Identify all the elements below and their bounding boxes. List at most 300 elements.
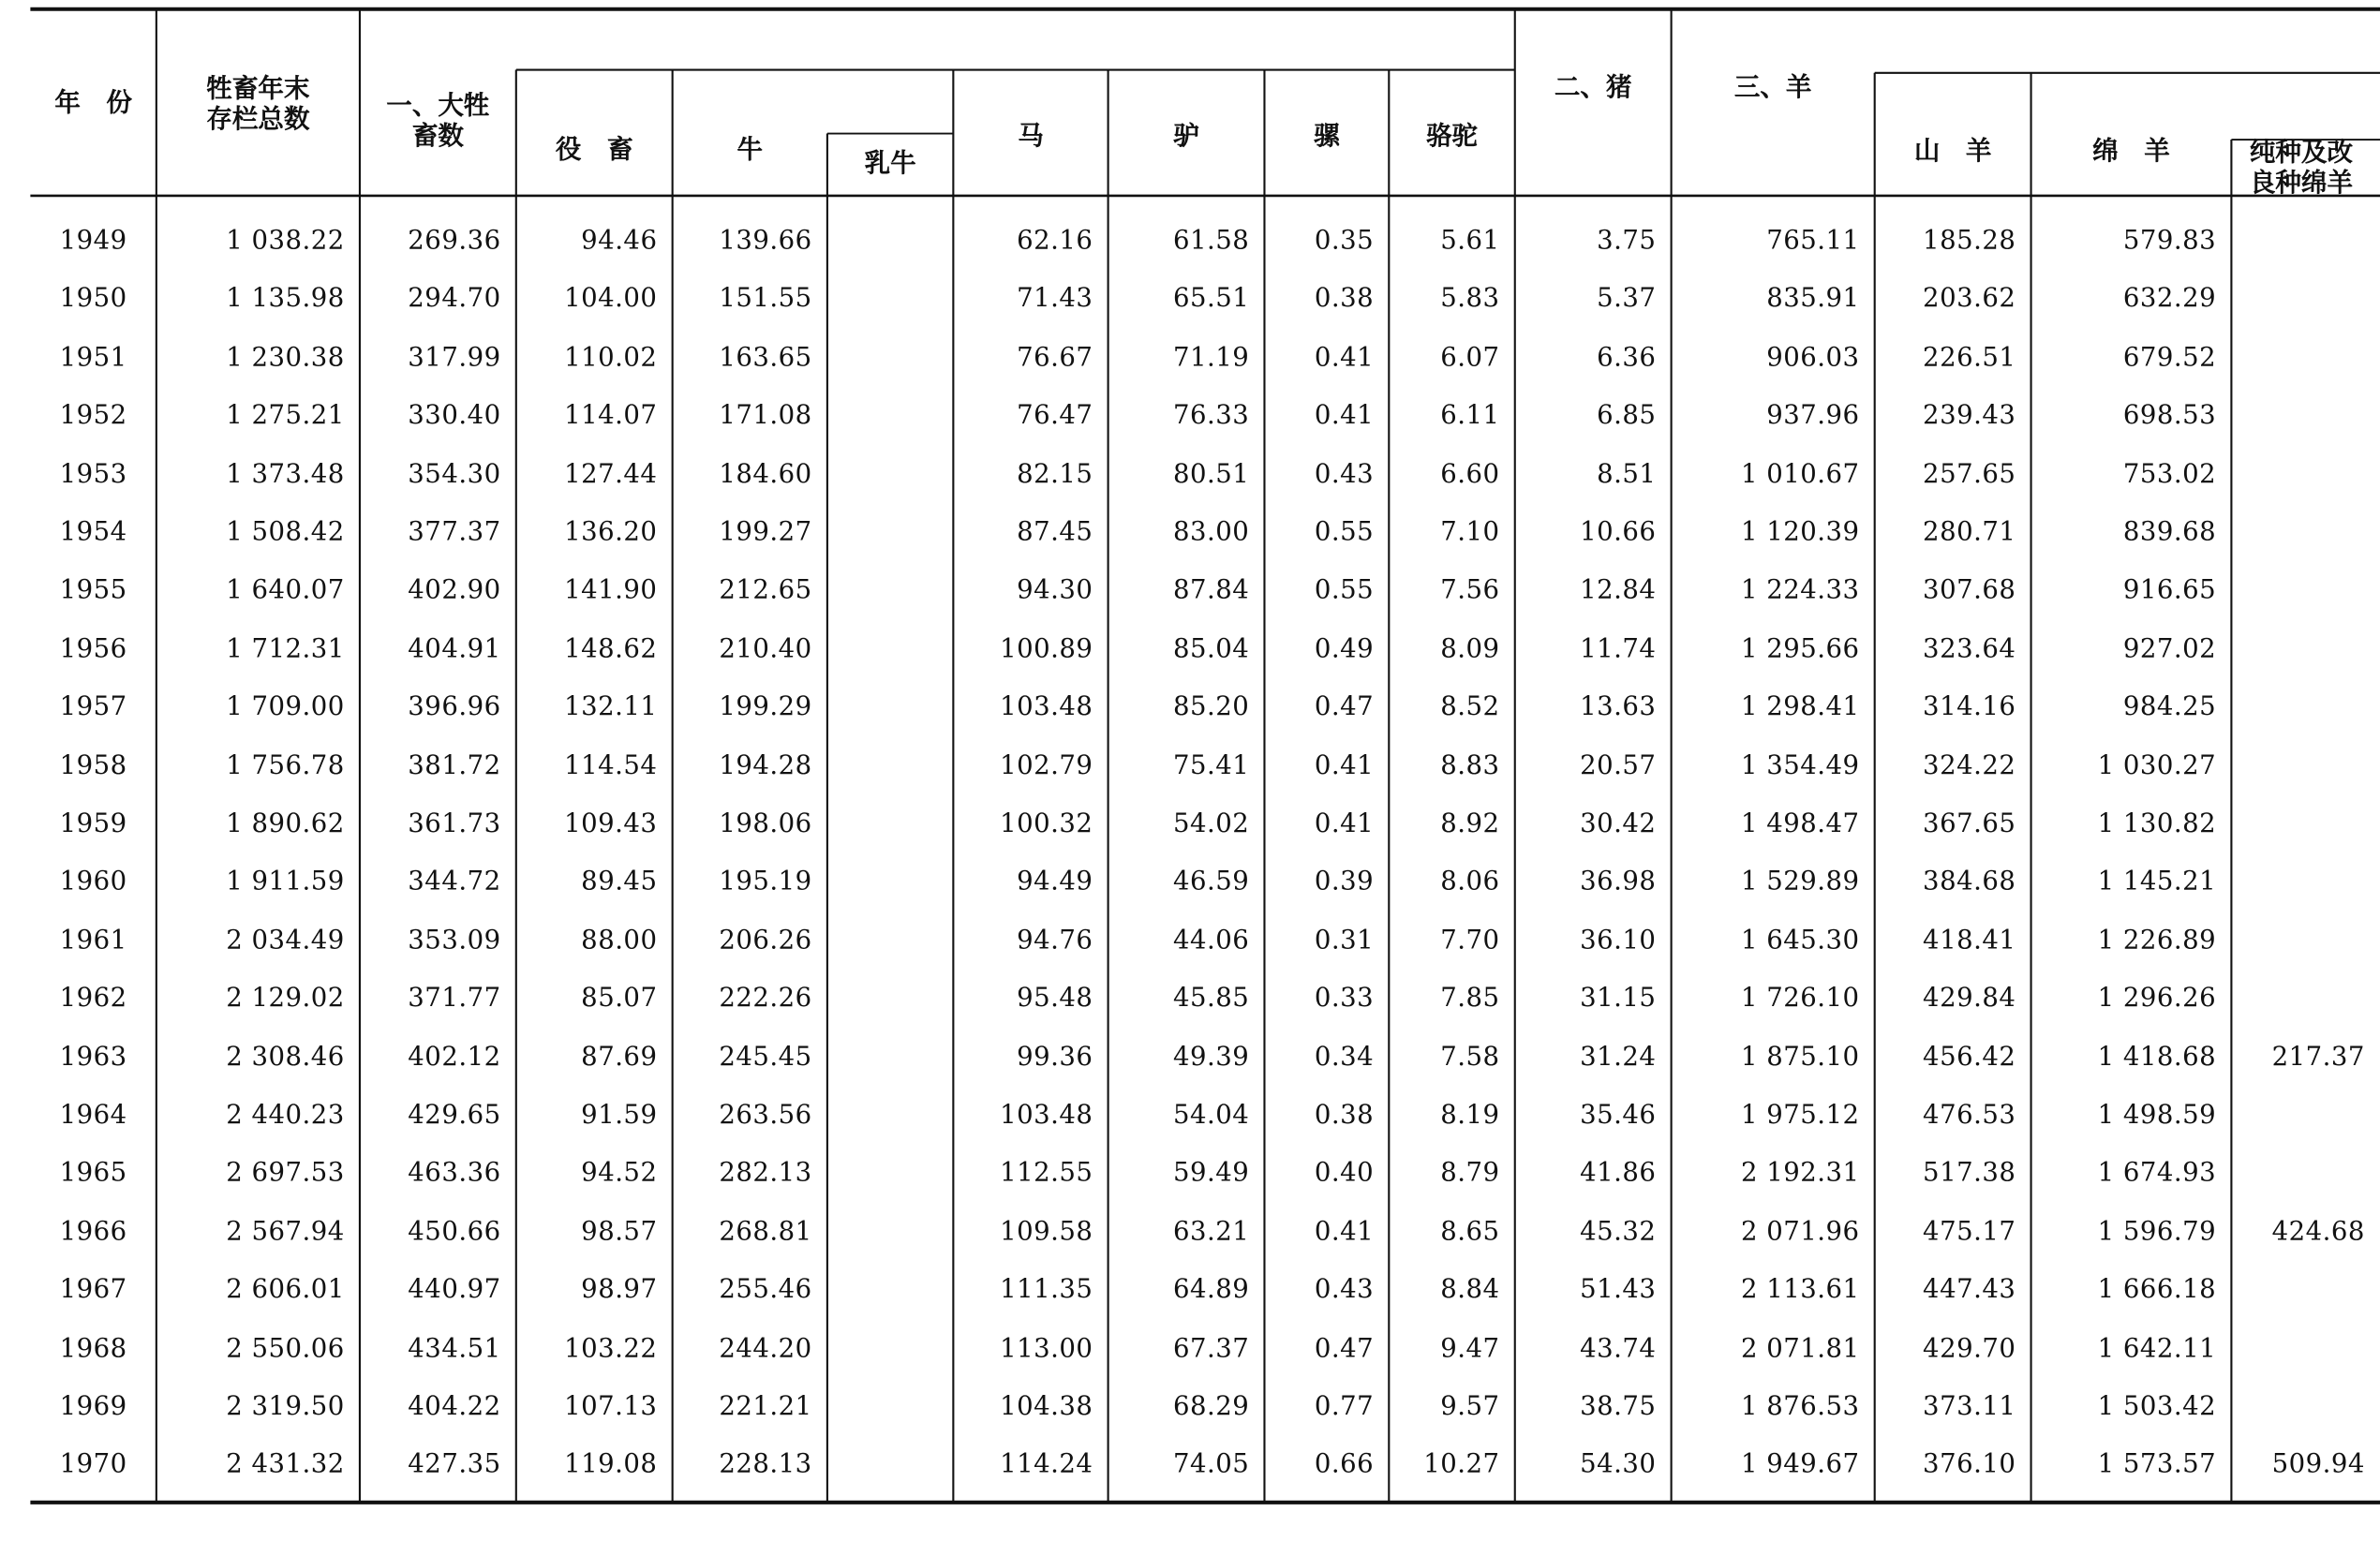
cell-goats: 307.68 <box>1923 575 2016 607</box>
cell-total-livestock: 2 431.32 <box>226 1449 345 1481</box>
cell-camels: 7.10 <box>1440 517 1500 548</box>
cell-donkeys: 44.06 <box>1172 925 1250 956</box>
cell-total-livestock: 1 135.98 <box>226 284 345 315</box>
cell-cattle: 171.08 <box>719 400 812 432</box>
cell-sheep-total: 1 010.67 <box>1740 459 1860 490</box>
cell-goats: 323.64 <box>1923 633 2016 665</box>
cell-sheep: 1 573.57 <box>2097 1449 2217 1481</box>
cell-goats: 447.43 <box>1923 1275 2016 1306</box>
cell-sheep: 984.25 <box>2122 692 2217 723</box>
cell-large-livestock: 434.51 <box>408 1333 501 1364</box>
cell-draft-animals: 109.43 <box>564 808 658 839</box>
cell-camels: 7.56 <box>1440 575 1500 607</box>
cell-cattle: 221.21 <box>719 1391 812 1422</box>
cell-horses: 94.49 <box>1017 867 1093 898</box>
cell-pigs: 35.46 <box>1580 1100 1657 1131</box>
cell-donkeys: 59.49 <box>1172 1158 1250 1190</box>
cell-year: 1950 <box>59 284 127 315</box>
header-cattle: 牛 <box>736 135 764 166</box>
cell-sheep-total: 765.11 <box>1766 226 1860 257</box>
header-year: 年 份 <box>54 87 132 119</box>
cell-large-livestock: 269.36 <box>408 226 501 257</box>
header-horse: 马 <box>1018 121 1044 152</box>
cell-cattle: 206.26 <box>719 925 812 956</box>
cell-large-livestock: 354.30 <box>408 459 501 490</box>
cell-large-livestock: 330.40 <box>408 400 501 432</box>
cell-goats: 517.38 <box>1923 1158 2016 1190</box>
cell-camels: 9.57 <box>1440 1391 1500 1422</box>
cell-large-livestock: 404.22 <box>408 1391 501 1422</box>
cell-total-livestock: 2 034.49 <box>226 925 345 956</box>
cell-sheep: 1 503.42 <box>2097 1391 2217 1422</box>
cell-large-livestock: 294.70 <box>408 284 501 315</box>
cell-pigs: 6.85 <box>1597 400 1657 432</box>
cell-year: 1964 <box>59 1100 127 1131</box>
cell-goats: 376.10 <box>1923 1449 2016 1481</box>
cell-camels: 7.70 <box>1440 925 1500 956</box>
cell-horses: 95.48 <box>1017 984 1093 1015</box>
cell-sheep-total: 906.03 <box>1766 342 1860 374</box>
header-donkey: 驴 <box>1173 121 1199 152</box>
header-dairy-cattle: 乳牛 <box>864 148 916 180</box>
cell-improved-sheep: 509.94 <box>2271 1449 2365 1481</box>
cell-total-livestock: 2 606.01 <box>226 1275 345 1306</box>
cell-goats: 429.84 <box>1923 984 2016 1015</box>
cell-camels: 8.19 <box>1440 1100 1500 1131</box>
cell-total-livestock: 2 319.50 <box>226 1391 345 1422</box>
cell-cattle: 268.81 <box>719 1216 812 1248</box>
cell-camels: 10.27 <box>1423 1449 1500 1481</box>
cell-horses: 109.58 <box>1000 1216 1093 1248</box>
cell-draft-animals: 136.20 <box>564 517 658 548</box>
cell-total-livestock: 1 275.21 <box>226 400 345 432</box>
cell-mules: 0.47 <box>1314 1333 1375 1364</box>
cell-pigs: 20.57 <box>1580 750 1657 781</box>
cell-sheep-total: 1 876.53 <box>1740 1391 1860 1422</box>
cell-goats: 373.11 <box>1923 1391 2016 1422</box>
cell-large-livestock: 450.66 <box>408 1216 501 1248</box>
cell-cattle: 194.28 <box>719 750 812 781</box>
cell-sheep-total: 1 645.30 <box>1740 925 1860 956</box>
cell-sheep-total: 2 071.96 <box>1740 1216 1860 1248</box>
cell-cattle: 139.66 <box>719 226 812 257</box>
cell-cattle: 198.06 <box>719 808 812 839</box>
cell-total-livestock: 1 373.48 <box>226 459 345 490</box>
cell-cattle: 195.19 <box>719 867 812 898</box>
cell-pigs: 5.37 <box>1597 284 1657 315</box>
cell-horses: 103.48 <box>1000 1100 1093 1131</box>
header-sheep-total: 三、羊 <box>1733 72 1812 104</box>
cell-camels: 8.83 <box>1440 750 1500 781</box>
cell-sheep-total: 1 529.89 <box>1740 867 1860 898</box>
cell-year: 1965 <box>59 1158 127 1190</box>
cell-camels: 5.83 <box>1440 284 1500 315</box>
cell-total-livestock: 1 038.22 <box>226 226 345 257</box>
header-draft-animals: 役 畜 <box>555 135 633 166</box>
cell-pigs: 43.74 <box>1580 1333 1657 1364</box>
cell-goats: 324.22 <box>1923 750 2016 781</box>
cell-pigs: 8.51 <box>1597 459 1657 490</box>
header-camel: 骆驼 <box>1425 121 1479 152</box>
cell-sheep: 1 418.68 <box>2097 1042 2217 1073</box>
cell-camels: 8.84 <box>1440 1275 1500 1306</box>
cell-sheep: 1 130.82 <box>2097 808 2217 839</box>
cell-draft-animals: 98.57 <box>581 1216 658 1248</box>
cell-large-livestock: 344.72 <box>408 867 501 898</box>
cell-large-livestock: 402.90 <box>408 575 501 607</box>
cell-cattle: 263.56 <box>719 1100 812 1131</box>
cell-mules: 0.31 <box>1314 925 1375 956</box>
cell-camels: 8.92 <box>1440 808 1500 839</box>
cell-draft-animals: 94.46 <box>581 226 658 257</box>
cell-draft-animals: 114.54 <box>564 750 658 781</box>
cell-year: 1951 <box>59 342 127 374</box>
cell-goats: 203.62 <box>1923 284 2016 315</box>
cell-donkeys: 75.41 <box>1172 750 1250 781</box>
cell-horses: 100.32 <box>1000 808 1093 839</box>
cell-donkeys: 87.84 <box>1172 575 1250 607</box>
cell-pigs: 11.74 <box>1580 633 1657 665</box>
cell-mules: 0.34 <box>1314 1042 1375 1073</box>
cell-pigs: 31.15 <box>1580 984 1657 1015</box>
cell-donkeys: 85.04 <box>1172 633 1250 665</box>
cell-draft-animals: 148.62 <box>564 633 658 665</box>
cell-year: 1949 <box>59 226 127 257</box>
cell-year: 1953 <box>59 459 127 490</box>
cell-total-livestock: 2 129.02 <box>226 984 345 1015</box>
cell-horses: 76.47 <box>1017 400 1093 432</box>
cell-horses: 87.45 <box>1017 517 1093 548</box>
cell-mules: 0.38 <box>1314 284 1375 315</box>
cell-sheep-total: 1 224.33 <box>1740 575 1860 607</box>
cell-draft-animals: 98.97 <box>581 1275 658 1306</box>
cell-draft-animals: 91.59 <box>581 1100 658 1131</box>
cell-improved-sheep: 217.37 <box>2271 1042 2365 1073</box>
cell-sheep: 1 642.11 <box>2097 1333 2217 1364</box>
cell-year: 1956 <box>59 633 127 665</box>
cell-mules: 0.41 <box>1314 1216 1375 1248</box>
cell-pigs: 36.98 <box>1580 867 1657 898</box>
cell-sheep-total: 1 975.12 <box>1740 1100 1860 1131</box>
cell-pigs: 54.30 <box>1580 1449 1657 1481</box>
cell-camels: 8.79 <box>1440 1158 1500 1190</box>
cell-sheep: 1 226.89 <box>2097 925 2217 956</box>
cell-cattle: 163.65 <box>719 342 812 374</box>
cell-sheep: 1 296.26 <box>2097 984 2217 1015</box>
cell-horses: 111.35 <box>1000 1275 1093 1306</box>
cell-mules: 0.41 <box>1314 342 1375 374</box>
cell-draft-animals: 87.69 <box>581 1042 658 1073</box>
cell-year: 1955 <box>59 575 127 607</box>
cell-sheep-total: 1 949.67 <box>1740 1449 1860 1481</box>
cell-cattle: 228.13 <box>719 1449 812 1481</box>
cell-sheep-total: 835.91 <box>1766 284 1860 315</box>
cell-total-livestock: 1 640.07 <box>226 575 345 607</box>
cell-year: 1961 <box>59 925 127 956</box>
cell-total-livestock: 1 756.78 <box>226 750 345 781</box>
header-sheep: 绵 羊 <box>2092 136 2170 168</box>
cell-total-livestock: 1 712.31 <box>226 633 345 665</box>
cell-goats: 185.28 <box>1923 226 2016 257</box>
cell-large-livestock: 404.91 <box>408 633 501 665</box>
cell-sheep: 927.02 <box>2122 633 2217 665</box>
cell-sheep: 632.29 <box>2122 284 2217 315</box>
cell-large-livestock: 440.97 <box>408 1275 501 1306</box>
cell-camels: 6.11 <box>1440 400 1500 432</box>
cell-total-livestock: 2 567.94 <box>226 1216 345 1248</box>
header-pigs: 二、猪 <box>1554 72 1632 104</box>
cell-camels: 6.60 <box>1440 459 1500 490</box>
cell-large-livestock: 402.12 <box>408 1042 501 1073</box>
cell-mules: 0.43 <box>1314 459 1375 490</box>
cell-horses: 62.16 <box>1017 226 1093 257</box>
cell-donkeys: 65.51 <box>1172 284 1250 315</box>
cell-large-livestock: 396.96 <box>408 692 501 723</box>
cell-draft-animals: 85.07 <box>581 984 658 1015</box>
cell-mules: 0.77 <box>1314 1391 1375 1422</box>
cell-sheep: 679.52 <box>2122 342 2217 374</box>
cell-draft-animals: 107.13 <box>564 1391 658 1422</box>
cell-sheep: 1 596.79 <box>2097 1216 2217 1248</box>
cell-large-livestock: 371.77 <box>408 984 501 1015</box>
cell-camels: 8.09 <box>1440 633 1500 665</box>
cell-donkeys: 67.37 <box>1172 1333 1250 1364</box>
cell-cattle: 222.26 <box>719 984 812 1015</box>
cell-mules: 0.39 <box>1314 867 1375 898</box>
cell-donkeys: 61.58 <box>1172 226 1250 257</box>
cell-horses: 103.48 <box>1000 692 1093 723</box>
cell-year: 1968 <box>59 1333 127 1364</box>
cell-cattle: 184.60 <box>719 459 812 490</box>
cell-camels: 7.58 <box>1440 1042 1500 1073</box>
cell-horses: 100.89 <box>1000 633 1093 665</box>
cell-total-livestock: 1 890.62 <box>226 808 345 839</box>
cell-donkeys: 63.21 <box>1172 1216 1250 1248</box>
cell-donkeys: 45.85 <box>1172 984 1250 1015</box>
cell-mules: 0.55 <box>1314 575 1375 607</box>
cell-pigs: 38.75 <box>1580 1391 1657 1422</box>
cell-sheep-total: 1 498.47 <box>1740 808 1860 839</box>
cell-sheep-total: 2 192.31 <box>1740 1158 1860 1190</box>
cell-draft-animals: 114.07 <box>564 400 658 432</box>
cell-year: 1959 <box>59 808 127 839</box>
cell-draft-animals: 127.44 <box>564 459 658 490</box>
cell-goats: 226.51 <box>1923 342 2016 374</box>
cell-mules: 0.43 <box>1314 1275 1375 1306</box>
cell-year: 1969 <box>59 1391 127 1422</box>
cell-cattle: 199.29 <box>719 692 812 723</box>
cell-draft-animals: 110.02 <box>564 342 658 374</box>
cell-donkeys: 49.39 <box>1172 1042 1250 1073</box>
header-improved-sheep: 纯种及改 良种绵羊 <box>2249 138 2353 200</box>
cell-total-livestock: 2 440.23 <box>226 1100 345 1131</box>
cell-pigs: 51.43 <box>1580 1275 1657 1306</box>
cell-total-livestock: 2 308.46 <box>226 1042 345 1073</box>
cell-sheep: 698.53 <box>2122 400 2217 432</box>
cell-total-livestock: 1 911.59 <box>226 867 345 898</box>
cell-mules: 0.35 <box>1314 226 1375 257</box>
cell-pigs: 6.36 <box>1597 342 1657 374</box>
cell-goats: 384.68 <box>1923 867 2016 898</box>
cell-donkeys: 71.19 <box>1172 342 1250 374</box>
cell-draft-animals: 119.08 <box>564 1449 658 1481</box>
cell-mules: 0.49 <box>1314 633 1375 665</box>
cell-donkeys: 54.04 <box>1172 1100 1250 1131</box>
cell-goats: 280.71 <box>1923 517 2016 548</box>
cell-large-livestock: 361.73 <box>408 808 501 839</box>
cell-year: 1960 <box>59 867 127 898</box>
cell-sheep-total: 1 120.39 <box>1740 517 1860 548</box>
cell-mules: 0.47 <box>1314 692 1375 723</box>
cell-total-livestock: 1 230.38 <box>226 342 345 374</box>
cell-horses: 113.00 <box>1000 1333 1093 1364</box>
cell-horses: 94.30 <box>1017 575 1093 607</box>
cell-donkeys: 74.05 <box>1172 1449 1250 1481</box>
cell-goats: 239.43 <box>1923 400 2016 432</box>
cell-sheep-total: 2 071.81 <box>1740 1333 1860 1364</box>
cell-year: 1970 <box>59 1449 127 1481</box>
cell-cattle: 244.20 <box>719 1333 812 1364</box>
cell-large-livestock: 377.37 <box>408 517 501 548</box>
cell-donkeys: 76.33 <box>1172 400 1250 432</box>
cell-pigs: 36.10 <box>1580 925 1657 956</box>
cell-sheep-total: 1 875.10 <box>1740 1042 1860 1073</box>
cell-camels: 9.47 <box>1440 1333 1500 1364</box>
cell-donkeys: 64.89 <box>1172 1275 1250 1306</box>
cell-horses: 94.76 <box>1017 925 1093 956</box>
cell-horses: 76.67 <box>1017 342 1093 374</box>
cell-horses: 104.38 <box>1000 1391 1093 1422</box>
cell-large-livestock: 317.99 <box>408 342 501 374</box>
cell-pigs: 10.66 <box>1580 517 1657 548</box>
cell-goats: 418.41 <box>1923 925 2016 956</box>
cell-sheep-total: 937.96 <box>1766 400 1860 432</box>
cell-total-livestock: 2 550.06 <box>226 1333 345 1364</box>
cell-horses: 114.24 <box>1000 1449 1093 1481</box>
cell-goats: 257.65 <box>1923 459 2016 490</box>
cell-year: 1954 <box>59 517 127 548</box>
cell-draft-animals: 94.52 <box>581 1158 658 1190</box>
cell-improved-sheep: 424.68 <box>2271 1216 2365 1248</box>
cell-total-livestock: 1 709.00 <box>226 692 345 723</box>
header-mule: 骡 <box>1314 121 1340 152</box>
cell-sheep-total: 1 354.49 <box>1740 750 1860 781</box>
cell-year: 1957 <box>59 692 127 723</box>
cell-year: 1962 <box>59 984 127 1015</box>
cell-donkeys: 80.51 <box>1172 459 1250 490</box>
cell-cattle: 255.46 <box>719 1275 812 1306</box>
cell-large-livestock: 429.65 <box>408 1100 501 1131</box>
cell-pigs: 30.42 <box>1580 808 1657 839</box>
cell-donkeys: 68.29 <box>1172 1391 1250 1422</box>
cell-sheep: 1 674.93 <box>2097 1158 2217 1190</box>
cell-pigs: 31.24 <box>1580 1042 1657 1073</box>
cell-sheep: 579.83 <box>2122 226 2217 257</box>
cell-camels: 6.07 <box>1440 342 1500 374</box>
cell-year: 1967 <box>59 1275 127 1306</box>
cell-camels: 8.52 <box>1440 692 1500 723</box>
cell-mules: 0.41 <box>1314 808 1375 839</box>
cell-horses: 112.55 <box>1000 1158 1093 1190</box>
cell-sheep-total: 2 113.61 <box>1740 1275 1860 1306</box>
cell-donkeys: 85.20 <box>1172 692 1250 723</box>
cell-cattle: 199.27 <box>719 517 812 548</box>
cell-large-livestock: 353.09 <box>408 925 501 956</box>
cell-year: 1952 <box>59 400 127 432</box>
cell-sheep-total: 1 295.66 <box>1740 633 1860 665</box>
cell-cattle: 282.13 <box>719 1158 812 1190</box>
cell-large-livestock: 381.72 <box>408 750 501 781</box>
cell-pigs: 45.32 <box>1580 1216 1657 1248</box>
cell-camels: 8.65 <box>1440 1216 1500 1248</box>
cell-donkeys: 83.00 <box>1172 517 1250 548</box>
cell-year: 1963 <box>59 1042 127 1073</box>
cell-camels: 8.06 <box>1440 867 1500 898</box>
cell-draft-animals: 103.22 <box>564 1333 658 1364</box>
cell-draft-animals: 88.00 <box>581 925 658 956</box>
cell-mules: 0.41 <box>1314 750 1375 781</box>
cell-draft-animals: 141.90 <box>564 575 658 607</box>
cell-large-livestock: 463.36 <box>408 1158 501 1190</box>
cell-sheep-total: 1 298.41 <box>1740 692 1860 723</box>
cell-total-livestock: 1 508.42 <box>226 517 345 548</box>
cell-sheep: 753.02 <box>2122 459 2217 490</box>
cell-pigs: 12.84 <box>1580 575 1657 607</box>
cell-sheep: 1 030.27 <box>2097 750 2217 781</box>
cell-draft-animals: 89.45 <box>581 867 658 898</box>
cell-cattle: 151.55 <box>719 284 812 315</box>
cell-pigs: 13.63 <box>1580 692 1657 723</box>
cell-large-livestock: 427.35 <box>408 1449 501 1481</box>
cell-horses: 71.43 <box>1017 284 1093 315</box>
cell-mules: 0.66 <box>1314 1449 1375 1481</box>
cell-cattle: 210.40 <box>719 633 812 665</box>
cell-goats: 456.42 <box>1923 1042 2016 1073</box>
cell-mules: 0.33 <box>1314 984 1375 1015</box>
cell-donkeys: 54.02 <box>1172 808 1250 839</box>
cell-goats: 367.65 <box>1923 808 2016 839</box>
cell-goats: 475.17 <box>1923 1216 2016 1248</box>
cell-cattle: 245.45 <box>719 1042 812 1073</box>
cell-sheep: 1 498.59 <box>2097 1100 2217 1131</box>
cell-sheep: 839.68 <box>2122 517 2217 548</box>
cell-cattle: 212.65 <box>719 575 812 607</box>
cell-mules: 0.41 <box>1314 400 1375 432</box>
cell-sheep: 1 666.18 <box>2097 1275 2217 1306</box>
cell-goats: 476.53 <box>1923 1100 2016 1131</box>
cell-goats: 429.70 <box>1923 1333 2016 1364</box>
cell-total-livestock: 2 697.53 <box>226 1158 345 1190</box>
header-large-livestock: 一、大牲 畜数 <box>386 91 490 152</box>
cell-draft-animals: 132.11 <box>564 692 658 723</box>
cell-sheep: 1 145.21 <box>2097 867 2217 898</box>
cell-mules: 0.55 <box>1314 517 1375 548</box>
cell-camels: 5.61 <box>1440 226 1500 257</box>
cell-goats: 314.16 <box>1923 692 2016 723</box>
cell-mules: 0.40 <box>1314 1158 1375 1190</box>
cell-mules: 0.38 <box>1314 1100 1375 1131</box>
cell-sheep-total: 1 726.10 <box>1740 984 1860 1015</box>
cell-draft-animals: 104.00 <box>564 284 658 315</box>
cell-year: 1966 <box>59 1216 127 1248</box>
cell-horses: 82.15 <box>1017 459 1093 490</box>
header-total-livestock: 牲畜年末 存栏总数 <box>206 74 310 136</box>
cell-camels: 7.85 <box>1440 984 1500 1015</box>
header-goats: 山 羊 <box>1913 136 1992 168</box>
cell-year: 1958 <box>59 750 127 781</box>
cell-horses: 102.79 <box>1000 750 1093 781</box>
cell-pigs: 41.86 <box>1580 1158 1657 1190</box>
